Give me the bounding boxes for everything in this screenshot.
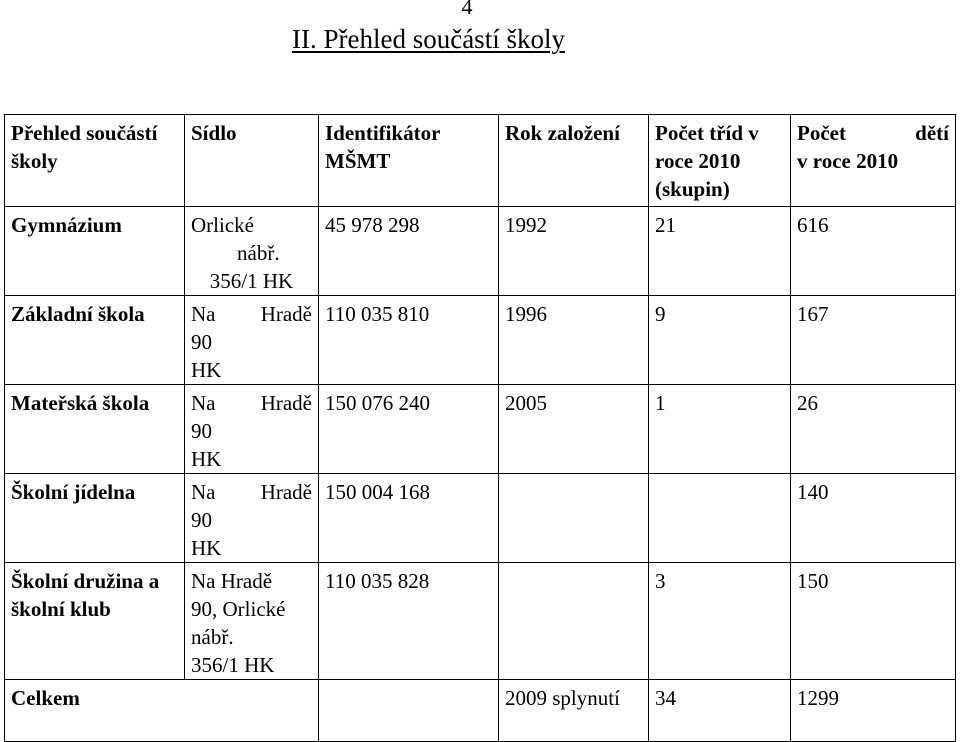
page-title: II. Přehled součástí školy: [292, 24, 565, 54]
row-deti: 140: [791, 474, 956, 563]
row-rok: [499, 563, 649, 680]
header-identifikator: Identifikátor MŠMT: [319, 115, 499, 207]
row-rok: 1996: [499, 296, 649, 385]
row-sidlo: [185, 563, 319, 680]
sidlo-line: nábř.: [237, 241, 280, 265]
row-deti: 26: [791, 385, 956, 474]
sidlo-line: Na Hradě: [191, 391, 312, 415]
row-identifikator: 150 076 240: [319, 385, 499, 474]
table-row: [5, 207, 956, 296]
row-sidlo: [185, 296, 319, 385]
sidlo-line: 90: [191, 330, 212, 354]
row-sidlo: [185, 207, 319, 296]
row-name: Mateřská škola: [5, 385, 185, 474]
table-row: [5, 296, 956, 385]
sidlo-line: 90, Orlické: [191, 597, 286, 621]
table-row: [5, 563, 956, 680]
sidlo-line: Na Hradě: [191, 302, 312, 326]
header-pocet-trid: Počet tříd v roce 2010 (skupin): [649, 115, 791, 207]
row-rok: 2005: [499, 385, 649, 474]
row-trid: 3: [649, 563, 791, 680]
sidlo-line: nábř.: [191, 625, 234, 649]
row-identifikator: 110 035 810: [319, 296, 499, 385]
sidlo-line: HK: [191, 447, 222, 471]
total-deti: 1299: [791, 680, 956, 742]
sidlo-line: HK: [191, 358, 222, 382]
row-trid: 21: [649, 207, 791, 296]
row-rok: 1992: [499, 207, 649, 296]
header-pocet-deti-word1: Počet: [797, 121, 846, 145]
row-name: Školní jídelna: [5, 474, 185, 563]
row-trid: [649, 474, 791, 563]
row-identifikator: 150 004 168: [319, 474, 499, 563]
table-row: [5, 474, 956, 563]
sidlo-line: 356/1 HK: [191, 653, 275, 677]
page-number: 4: [461, 0, 473, 19]
sidlo-line: 90: [191, 508, 212, 532]
header-rok: Rok založení: [499, 115, 649, 207]
row-deti: 616: [791, 207, 956, 296]
school-components-table: [4, 114, 956, 742]
sidlo-line: 356/1 HK: [209, 269, 294, 293]
row-name: Gymnázium: [5, 207, 185, 296]
header-pocet-deti: [791, 115, 956, 207]
sidlo-line: Na Hradě: [191, 480, 312, 504]
total-trid: 34: [649, 680, 791, 742]
total-rok: 2009 splynutí: [499, 680, 649, 742]
header-pocet-deti-line2: v roce 2010: [797, 149, 899, 173]
total-label: Celkem: [5, 680, 319, 742]
sidlo-line: Na Hradě: [191, 569, 273, 593]
header-pocet-deti-word2: dětí: [915, 121, 949, 145]
row-trid: 9: [649, 296, 791, 385]
row-deti: 150: [791, 563, 956, 680]
sidlo-line: Orlické: [191, 213, 254, 237]
row-trid: 1: [649, 385, 791, 474]
table-header-row: [5, 115, 956, 207]
table-total-row: [5, 680, 956, 742]
total-identifikator: [319, 680, 499, 742]
row-identifikator: 45 978 298: [319, 207, 499, 296]
header-sidlo: Sídlo: [185, 115, 319, 207]
row-deti: 167: [791, 296, 956, 385]
row-name: Školní družina a školní klub: [5, 563, 185, 680]
sidlo-line: 90: [191, 419, 212, 443]
table-row: [5, 385, 956, 474]
row-sidlo: [185, 385, 319, 474]
row-identifikator: 110 035 828: [319, 563, 499, 680]
row-name: Základní škola: [5, 296, 185, 385]
row-rok: [499, 474, 649, 563]
row-sidlo: [185, 474, 319, 563]
header-prehled: Přehled součástí školy: [5, 115, 185, 207]
sidlo-line: HK: [191, 536, 222, 560]
